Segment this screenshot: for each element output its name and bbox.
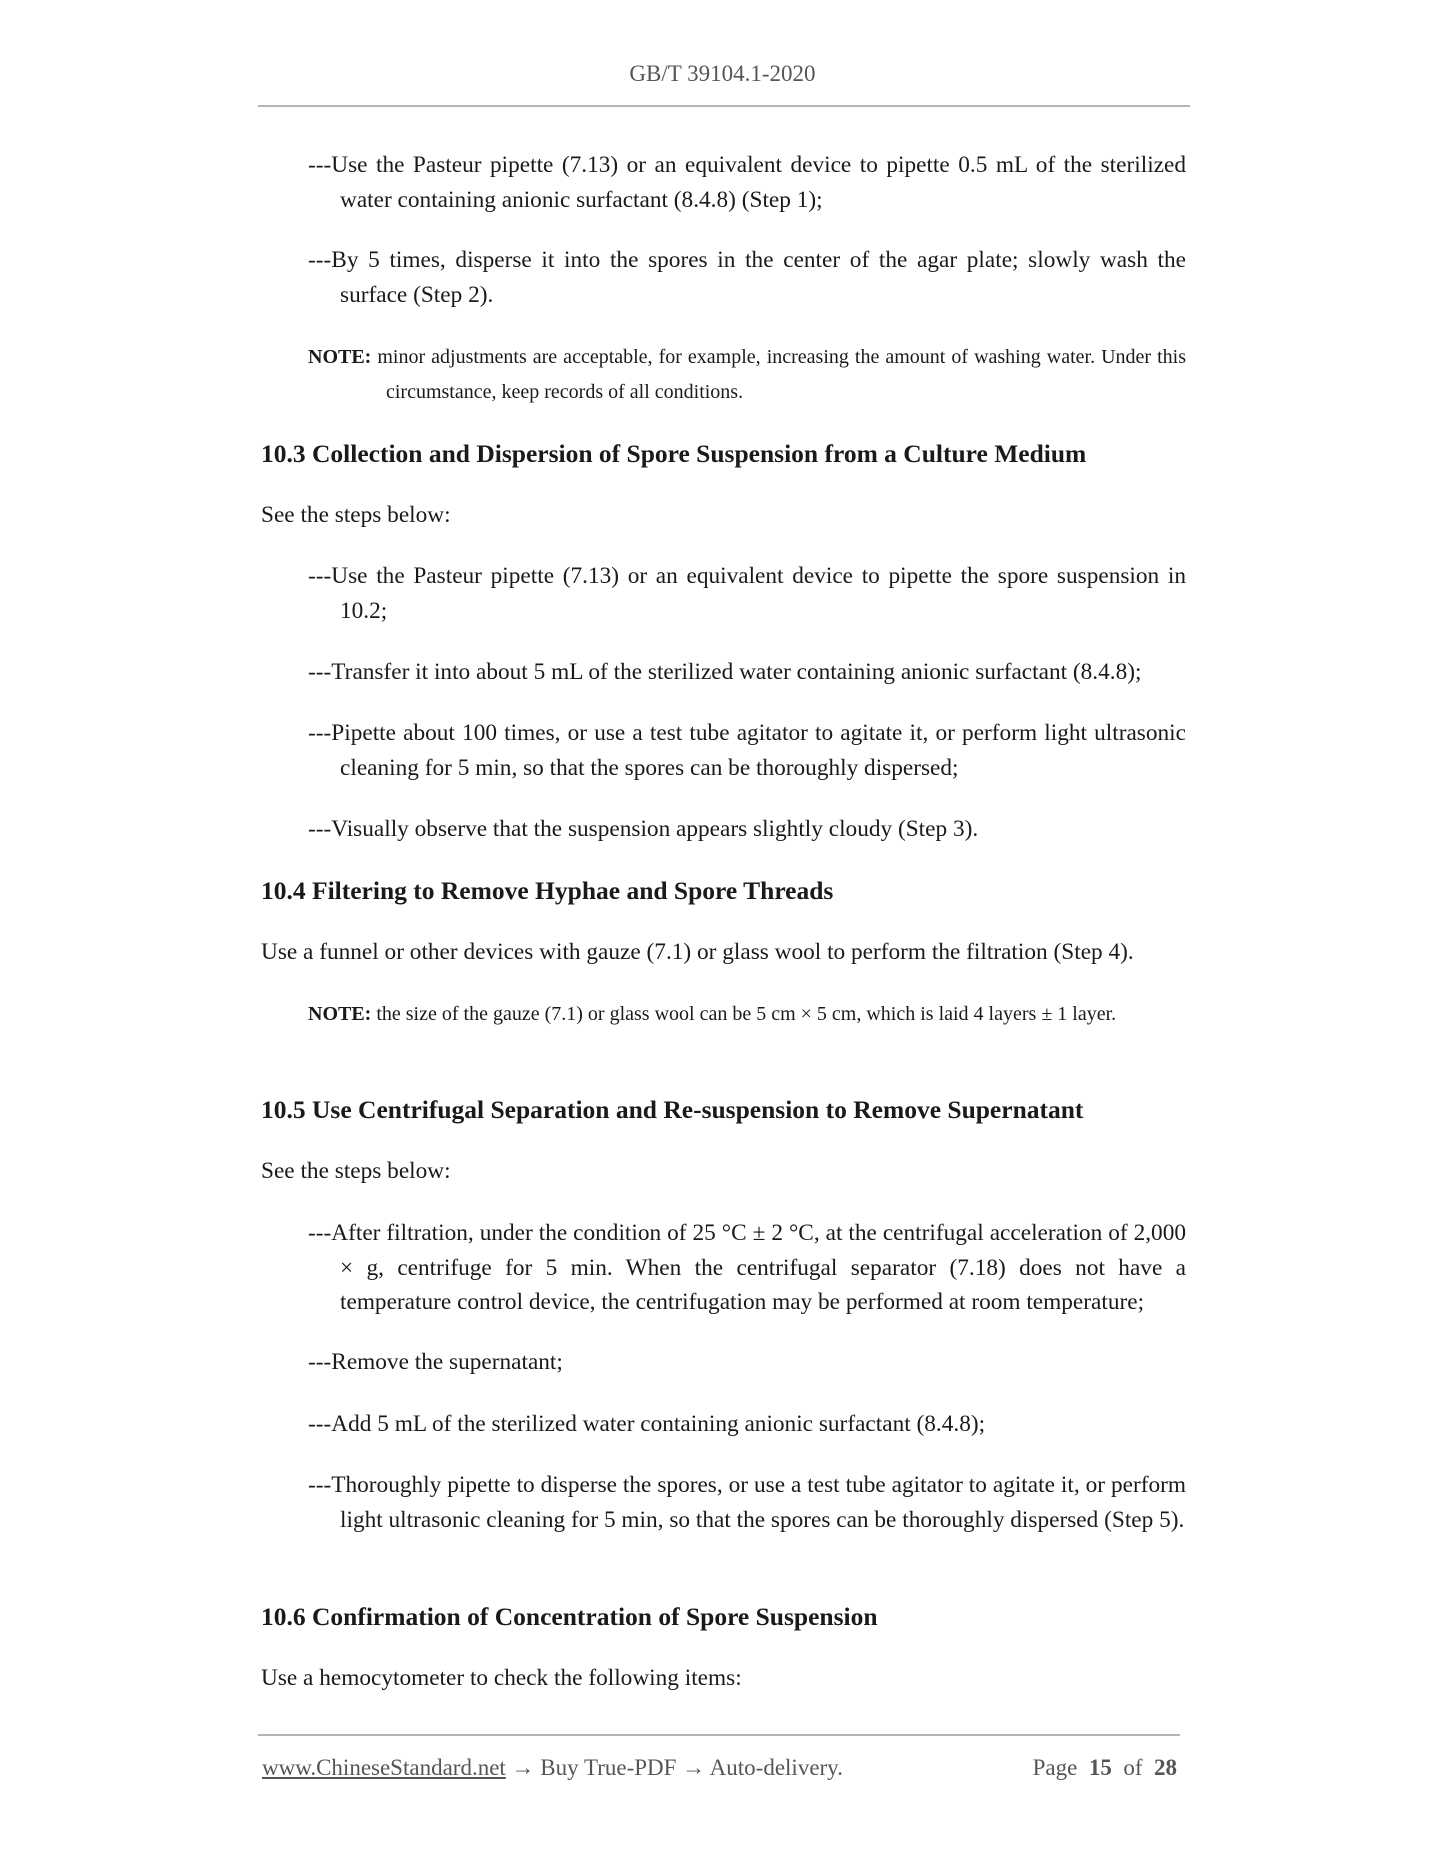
page-total: 28 — [1154, 1755, 1177, 1780]
footer-left — [262, 1752, 843, 1784]
bullet-item: ---Thoroughly pipette to disperse the spores, or use a test tube agitator to agitate it, or perform light ultrasonic cleaning for 5 min, so that the spores can be thoroughly dispersed (Step 5). — [308, 1472, 1186, 1533]
website-link[interactable]: www.ChineseStandard.net — [262, 1755, 506, 1780]
footer-text-2: → Auto-delivery. — [682, 1755, 843, 1780]
bullet-item: ---Transfer it into about 5 mL of the sterilized water containing anionic surfactant (8.4.8); — [308, 659, 1142, 685]
section-heading-10-3: 10.3 Collection and Dispersion of Spore Suspension from a Culture Medium — [261, 439, 1087, 468]
paragraph: See the steps below: — [261, 502, 451, 528]
section-heading-10-5: 10.5 Use Centrifugal Separation and Re-suspension to Remove Supernatant — [261, 1095, 1084, 1124]
bullet-item: ---Add 5 mL of the sterilized water containing anionic surfactant (8.4.8); — [308, 1411, 986, 1437]
page-indicator — [1033, 1752, 1177, 1784]
note-label: NOTE: — [308, 346, 372, 368]
note-2 — [308, 997, 1186, 1032]
bullet-step-2: ---By 5 times, disperse it into the spores in the center of the agar plate; slowly wash the surface (Step 2). — [308, 247, 1186, 308]
page-number: 15 — [1088, 1755, 1112, 1780]
paragraph: See the steps below: — [261, 1158, 451, 1184]
document-header: GB/T 39104.1-2020 — [629, 61, 816, 86]
of-label: of — [1123, 1755, 1143, 1780]
bullet-item: ---Remove the supernatant; — [308, 1349, 563, 1375]
paragraph: Use a funnel or other devices with gauze (7.1) or glass wool to perform the filtration (Step 4). — [261, 939, 1134, 965]
note-label: NOTE: — [308, 1003, 372, 1025]
footer-text: → Buy True-PDF — [505, 1755, 683, 1780]
bullet-item: ---After filtration, under the condition of 25 °C ± 2 °C, at the centrifugal acceleration of 2,000 × g, centrifuge for 5 min. When the centrifugal separator (7.18) does not have a temperature control device, the centrifugation may be performed at room temperature; — [308, 1220, 1186, 1316]
footer-divider — [258, 1734, 1180, 1736]
bullet-item: ---Visually observe that the suspension appears slightly cloudy (Step 3). — [308, 816, 979, 842]
bullet-item: ---Pipette about 100 times, or use a test tube agitator to agitate it, or perform light ultrasonic cleaning for 5 min, so that the spores can be thoroughly dispersed; — [308, 720, 1186, 781]
paragraph: Use a hemocytometer to check the following items: — [261, 1665, 742, 1691]
bullet-step-1: ---Use the Pasteur pipette (7.13) or an equivalent device to pipette 0.5 mL of the sterilized water containing anionic surfactant (8.4.8) (Step 1); — [308, 152, 1186, 213]
section-heading-10-4: 10.4 Filtering to Remove Hyphae and Spore Threads — [261, 876, 834, 905]
note-text: minor adjustments are acceptable, for example, increasing the amount of washing water. Under this circumstance, keep records of all conditions. — [377, 346, 1187, 403]
page-label: Page — [1032, 1755, 1078, 1780]
note-text: the size of the gauze (7.1) or glass wool can be 5 cm × 5 cm, which is laid 4 layers ± 1 layer. — [376, 1003, 1117, 1025]
bullet-item: ---Use the Pasteur pipette (7.13) or an equivalent device to pipette the spore suspension in 10.2; — [308, 563, 1186, 624]
section-heading-10-6: 10.6 Confirmation of Concentration of Spore Suspension — [261, 1602, 878, 1631]
note-1 — [308, 340, 1186, 409]
header-divider — [258, 105, 1190, 107]
